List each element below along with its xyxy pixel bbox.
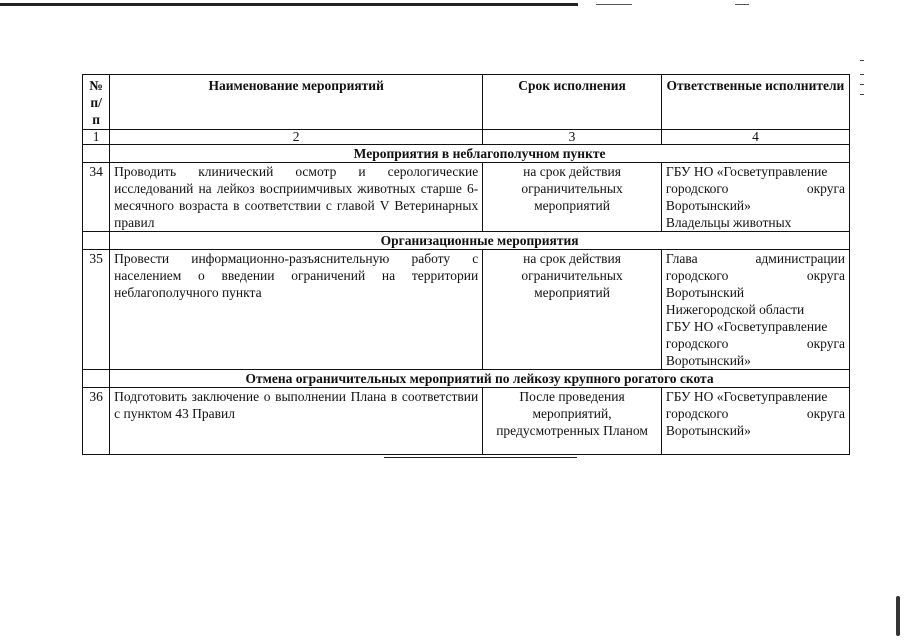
header-term: Срок исполнения: [483, 75, 662, 130]
responsible-line: городского округа: [665, 336, 845, 351]
table-row: [83, 163, 850, 232]
section-title: Мероприятия в неблагополучном пункте: [110, 145, 850, 163]
section-num-cell: [83, 232, 110, 250]
scan-artifact-top-dash: [596, 4, 632, 5]
header-responsible: Ответственные исполнители: [661, 75, 849, 130]
table-header-row: [83, 75, 850, 130]
closing-rule-line: [384, 457, 577, 458]
scan-artifact-edge-mark: [896, 596, 900, 636]
responsible-line: Нижегородской области: [665, 302, 805, 317]
responsible-line: городского округа: [665, 181, 845, 196]
responsible-line: городского округа: [665, 268, 845, 283]
column-index-1: 1: [83, 130, 110, 145]
column-index-3: 3: [483, 130, 662, 145]
section-title: Организационные мероприятия: [110, 232, 850, 250]
responsible-line: Воротынский»: [665, 423, 751, 438]
section-row: [83, 232, 850, 250]
responsible-line: Воротынский»: [665, 353, 751, 368]
responsible-line: городского округа: [665, 406, 845, 421]
row-num: 34: [83, 163, 110, 232]
row-name: Провести информационно-разъяснительную работу с населением о введении ограничений на территории неблагополучного пункта: [110, 250, 483, 370]
column-index-4: 4: [661, 130, 849, 145]
table-row: [83, 250, 850, 370]
row-responsible: [661, 163, 849, 232]
responsible-line: Воротынский: [665, 285, 745, 300]
table-row: [83, 388, 850, 455]
column-index-row: [83, 130, 850, 145]
responsible-line: ГБУ НО «Госветуправление: [665, 389, 828, 404]
header-name: Наименование мероприятий: [110, 75, 483, 130]
responsible-line: Глава администрации: [665, 251, 845, 266]
row-responsible: [661, 250, 849, 370]
section-title: Отмена ограничительных мероприятий по лейкозу крупного рогатого скота: [110, 370, 850, 388]
section-row: [83, 145, 850, 163]
row-responsible: [661, 388, 849, 455]
section-row: [83, 370, 850, 388]
section-num-cell: [83, 370, 110, 388]
column-index-2: 2: [110, 130, 483, 145]
header-num: № п/п: [83, 75, 110, 130]
row-term: на срок действия ограничительных мероприятий: [483, 250, 662, 370]
row-term: на срок действия ограничительных мероприятий: [483, 163, 662, 232]
row-term: После проведения мероприятий, предусмотренных Планом: [483, 388, 662, 455]
section-num-cell: [83, 145, 110, 163]
responsible-line: Воротынский»: [665, 198, 751, 213]
responsible-line: Владельцы животных: [665, 215, 792, 230]
scan-artifact-top-line: [0, 3, 578, 6]
row-num: 35: [83, 250, 110, 370]
responsible-line: ГБУ НО «Госветуправление: [665, 164, 828, 179]
row-num: 36: [83, 388, 110, 455]
row-name: Подготовить заключение о выполнении Плана в соответствии с пунктом 43 Правил: [110, 388, 483, 455]
scan-artifact-margin-marks: [858, 60, 868, 105]
plan-table: [82, 74, 850, 455]
responsible-line: ГБУ НО «Госветуправление: [665, 319, 828, 334]
row-name: Проводить клинический осмотр и серологические исследований на лейкоз восприимчивых животных старше 6-месячного возраста в соответствии с главой V Ветеринарных правил: [110, 163, 483, 232]
scan-artifact-top-dash-2: [735, 4, 749, 5]
